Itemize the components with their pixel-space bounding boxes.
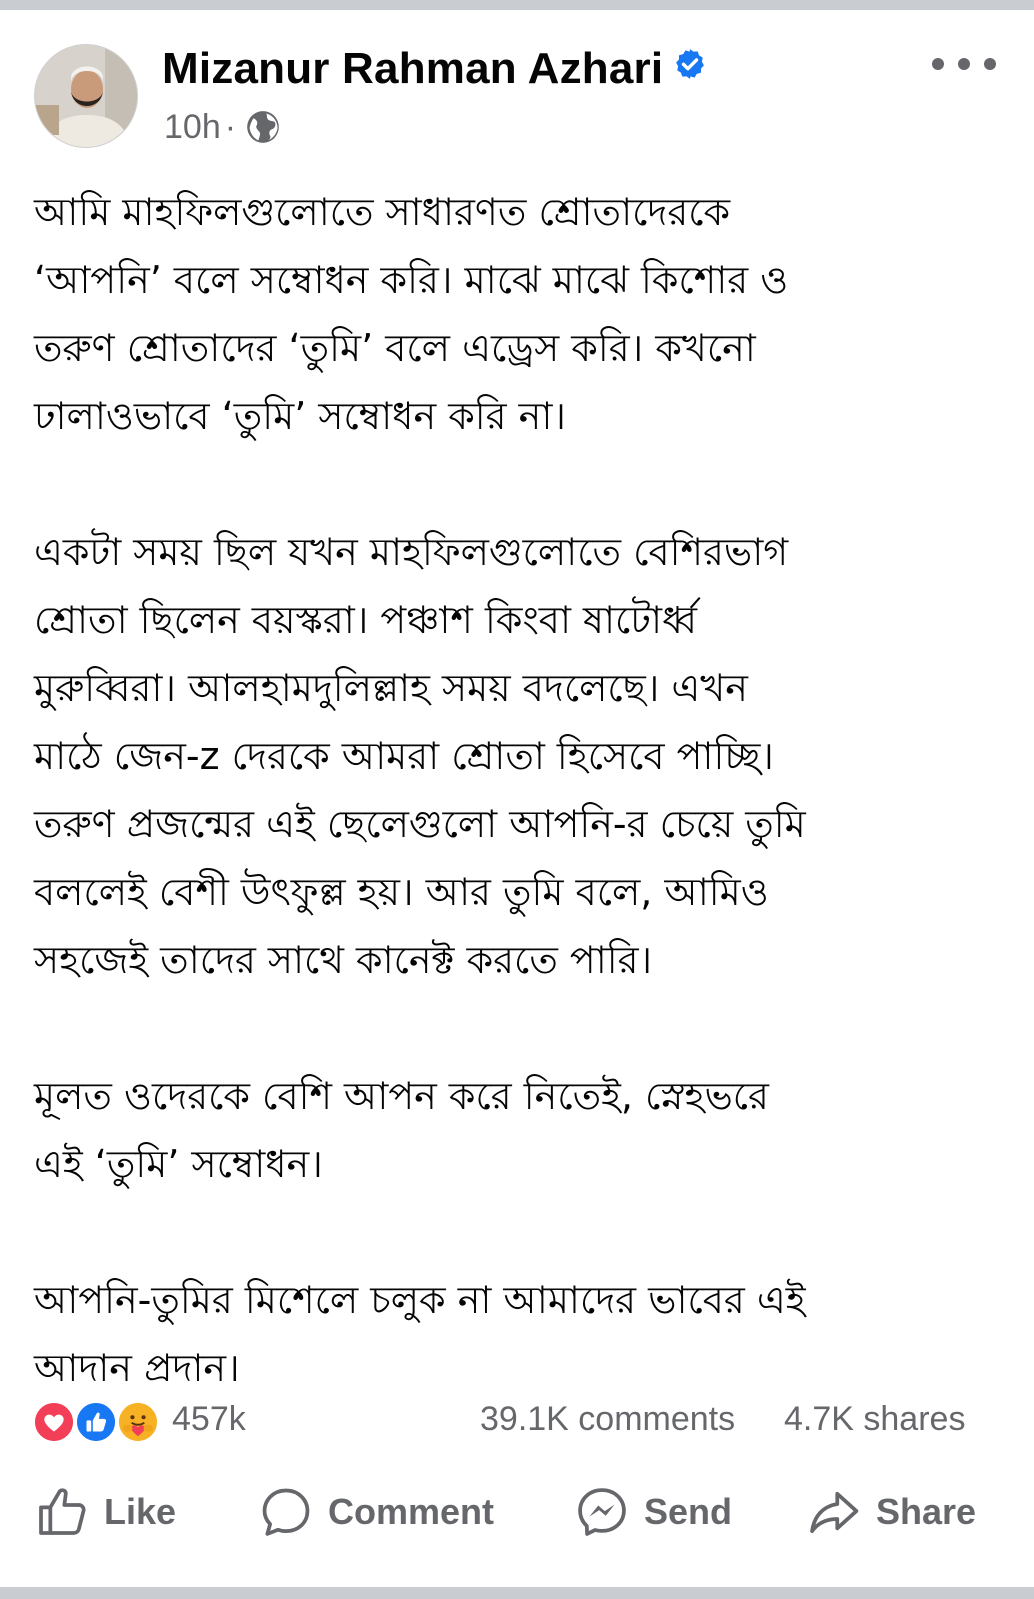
more-dot — [984, 58, 996, 70]
comments-count[interactable]: 39.1K comments — [480, 1400, 736, 1438]
post-line: মুরুব্বিরা। আলহামদুলিল্লাহ সময় বদলেছে। এখন — [34, 666, 748, 710]
reaction-icons[interactable] — [32, 1400, 172, 1444]
post-actions — [34, 1480, 1000, 1544]
post-line: তরুণ প্রজন্মের এই ছেলেগুলো আপনি-র চেয়ে তুমি — [34, 802, 806, 846]
post-paragraph — [34, 1266, 1000, 1402]
like-label: Like — [104, 1491, 177, 1532]
share-label: Share — [876, 1491, 977, 1532]
post-line: সহজেই তাদের সাথে কানেক্ট করতে পারি। — [34, 938, 653, 982]
care-reaction-icon — [116, 1400, 160, 1444]
post-line: ঢালাওভাবে ‘তুমি’ সম্বোধন করি না। — [34, 394, 566, 438]
post-paragraph — [34, 178, 1000, 450]
post-line: ‘আপনি’ বলে সম্বোধন করি। মাঝে মাঝে কিশোর ও — [34, 258, 789, 302]
shares-count[interactable]: 4.7K shares — [784, 1400, 966, 1438]
avatar[interactable] — [34, 44, 138, 148]
post-line: আদান প্রদান। — [34, 1346, 240, 1390]
post-header — [34, 44, 1000, 154]
share-icon — [806, 1484, 862, 1540]
love-reaction-icon — [32, 1400, 76, 1444]
post-time[interactable]: 10h — [164, 108, 221, 146]
comment-button[interactable] — [258, 1480, 494, 1544]
top-divider — [0, 0, 1034, 10]
verified-badge-icon — [673, 47, 707, 81]
meta-separator: · — [224, 108, 237, 146]
post-line: মাঠে জেন-z দেরকে আমরা শ্রোতা হিসেবে পাচ্ছি। — [34, 734, 774, 778]
post-line: এই ‘তুমি’ সম্বোধন। — [34, 1142, 323, 1186]
post-line: শ্রোতা ছিলেন বয়স্করা। পঞ্চাশ কিংবা ষাটোর্ধ্ব — [34, 598, 698, 642]
avatar-photo — [35, 45, 138, 148]
author-name-row — [162, 44, 707, 94]
post-stats — [32, 1396, 1002, 1444]
post-paragraph — [34, 1062, 1000, 1198]
bottom-divider — [0, 1587, 1034, 1599]
comment-icon — [258, 1484, 314, 1540]
like-button[interactable] — [34, 1480, 176, 1544]
like-icon — [34, 1484, 90, 1540]
more-dot — [932, 58, 944, 70]
author-name[interactable]: Mizanur Rahman Azhari — [162, 44, 664, 93]
more-dot — [958, 58, 970, 70]
comment-label: Comment — [328, 1491, 495, 1532]
post-line: আপনি-তুমির মিশেলে চলুক না আমাদের ভাবের এই — [34, 1278, 806, 1322]
post-paragraph — [34, 518, 1000, 994]
reactions-count[interactable]: 457k — [172, 1400, 246, 1438]
post-body — [34, 178, 1000, 1402]
post-line: তরুণ শ্রোতাদের ‘তুমি’ বলে এড্রেস করি। কখনো — [34, 326, 756, 370]
share-button[interactable] — [806, 1480, 976, 1544]
post-line: বললেই বেশী উৎফুল্ল হয়। আর তুমি বলে, আমিও — [34, 870, 769, 914]
send-label: Send — [644, 1491, 733, 1532]
send-button[interactable] — [574, 1480, 732, 1544]
like-reaction-icon — [74, 1400, 118, 1444]
post-line: আমি মাহফিলগুলোতে সাধারণত শ্রোতাদেরকে — [34, 190, 731, 234]
globe-icon[interactable] — [244, 108, 282, 146]
more-options-icon[interactable] — [932, 52, 996, 76]
messenger-send-icon — [574, 1484, 630, 1540]
post-line: একটা সময় ছিল যখন মাহফিলগুলোতে বেশিরভাগ — [34, 530, 789, 574]
post-line: মূলত ওদেরকে বেশি আপন করে নিতেই, স্নেহভরে — [34, 1074, 769, 1118]
post-meta — [164, 108, 282, 147]
